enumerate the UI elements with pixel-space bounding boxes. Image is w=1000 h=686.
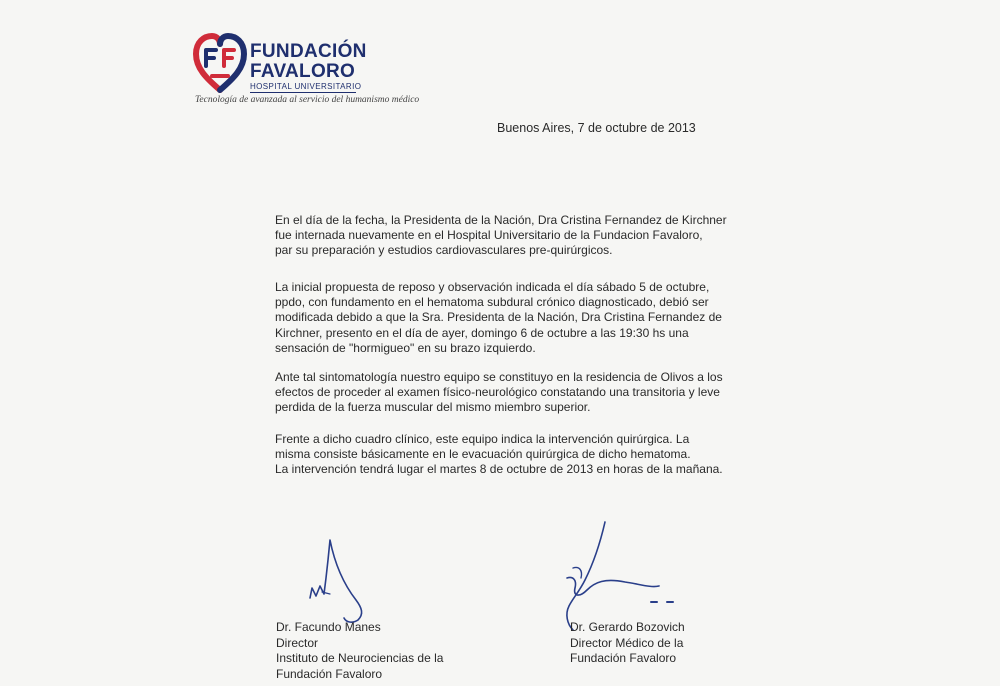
logo-subtitle: HOSPITAL UNIVERSITARIO [250,82,362,91]
signatory-left [276,620,443,682]
text-line: En el día de la fecha, la Presidenta de la Nación, Dra Cristina Fernandez de Kirchner [275,213,727,227]
text-line: modificada debido a que la Sra. Presidenta de la Nación, Dra Cristina Fernandez de [275,310,722,325]
signatory-name: Dr. Gerardo Bozovich [570,620,685,634]
signatory-title: Director Médico de la [570,635,684,650]
signatory-org: Fundación Favaloro [570,651,677,665]
text-line: sensación de "hormigueo" en su brazo izquierdo. [275,340,536,355]
text-line: ppdo, con fundamento en el hematoma subdural crónico diagnosticado, debió ser [275,295,709,310]
text-line: Ante tal sintomatología nuestro equipo se constituyo en la residencia de Olivos a los [275,370,723,384]
text-line: Kirchner, presento en el día de ayer, domingo 6 de octubre a las 19:30 hs una [275,325,689,340]
text-line: par su preparación y estudios cardiovasculares pre-quirúrgicos. [275,243,613,258]
text-line: efectos de proceder al examen físico-neurológico constatando una transitoria y leve [275,385,720,400]
text-line: perdida de la fuerza muscular del mismo miembro superior. [275,400,591,415]
paragraph-3 [275,370,723,416]
signatory-org: Instituto de Neurociencias de la [276,651,444,665]
signature-left-icon [300,530,380,630]
text-line: Frente a dicho cuadro clínico, este equipo indica la intervención quirúrgica. La [275,432,690,446]
logo-name-line1: FUNDACIÓN [250,41,367,62]
text-line: misma consiste básicamente en le evacuación quirúrgica de dicho hematoma. [275,447,691,462]
text-line: La intervención tendrá lugar el martes 8 de octubre de 2013 en horas de la mañana. [275,462,723,477]
tagline: Tecnología de avanzada al servicio del humanismo médico [195,95,420,105]
logo-underline [250,92,356,93]
date-line: Buenos Aires, 7 de octubre de 2013 [497,121,696,135]
signatory-right [570,620,685,667]
signatory-org: Fundación Favaloro [276,666,383,681]
text-line: La inicial propuesta de reposo y observación indicada el día sábado 5 de octubre, [275,280,710,294]
logo-name-line2: FAVALORO [250,61,356,82]
paragraph-2 [275,280,722,356]
paragraph-1 [275,213,727,259]
heart-logo-icon [192,32,248,94]
paragraph-4 [275,432,723,478]
signatory-title: Director [276,635,319,650]
text-line: fue internada nuevamente en el Hospital Universitario de la Fundacion Favaloro, [275,228,703,243]
signatory-name: Dr. Facundo Manes [276,620,381,634]
